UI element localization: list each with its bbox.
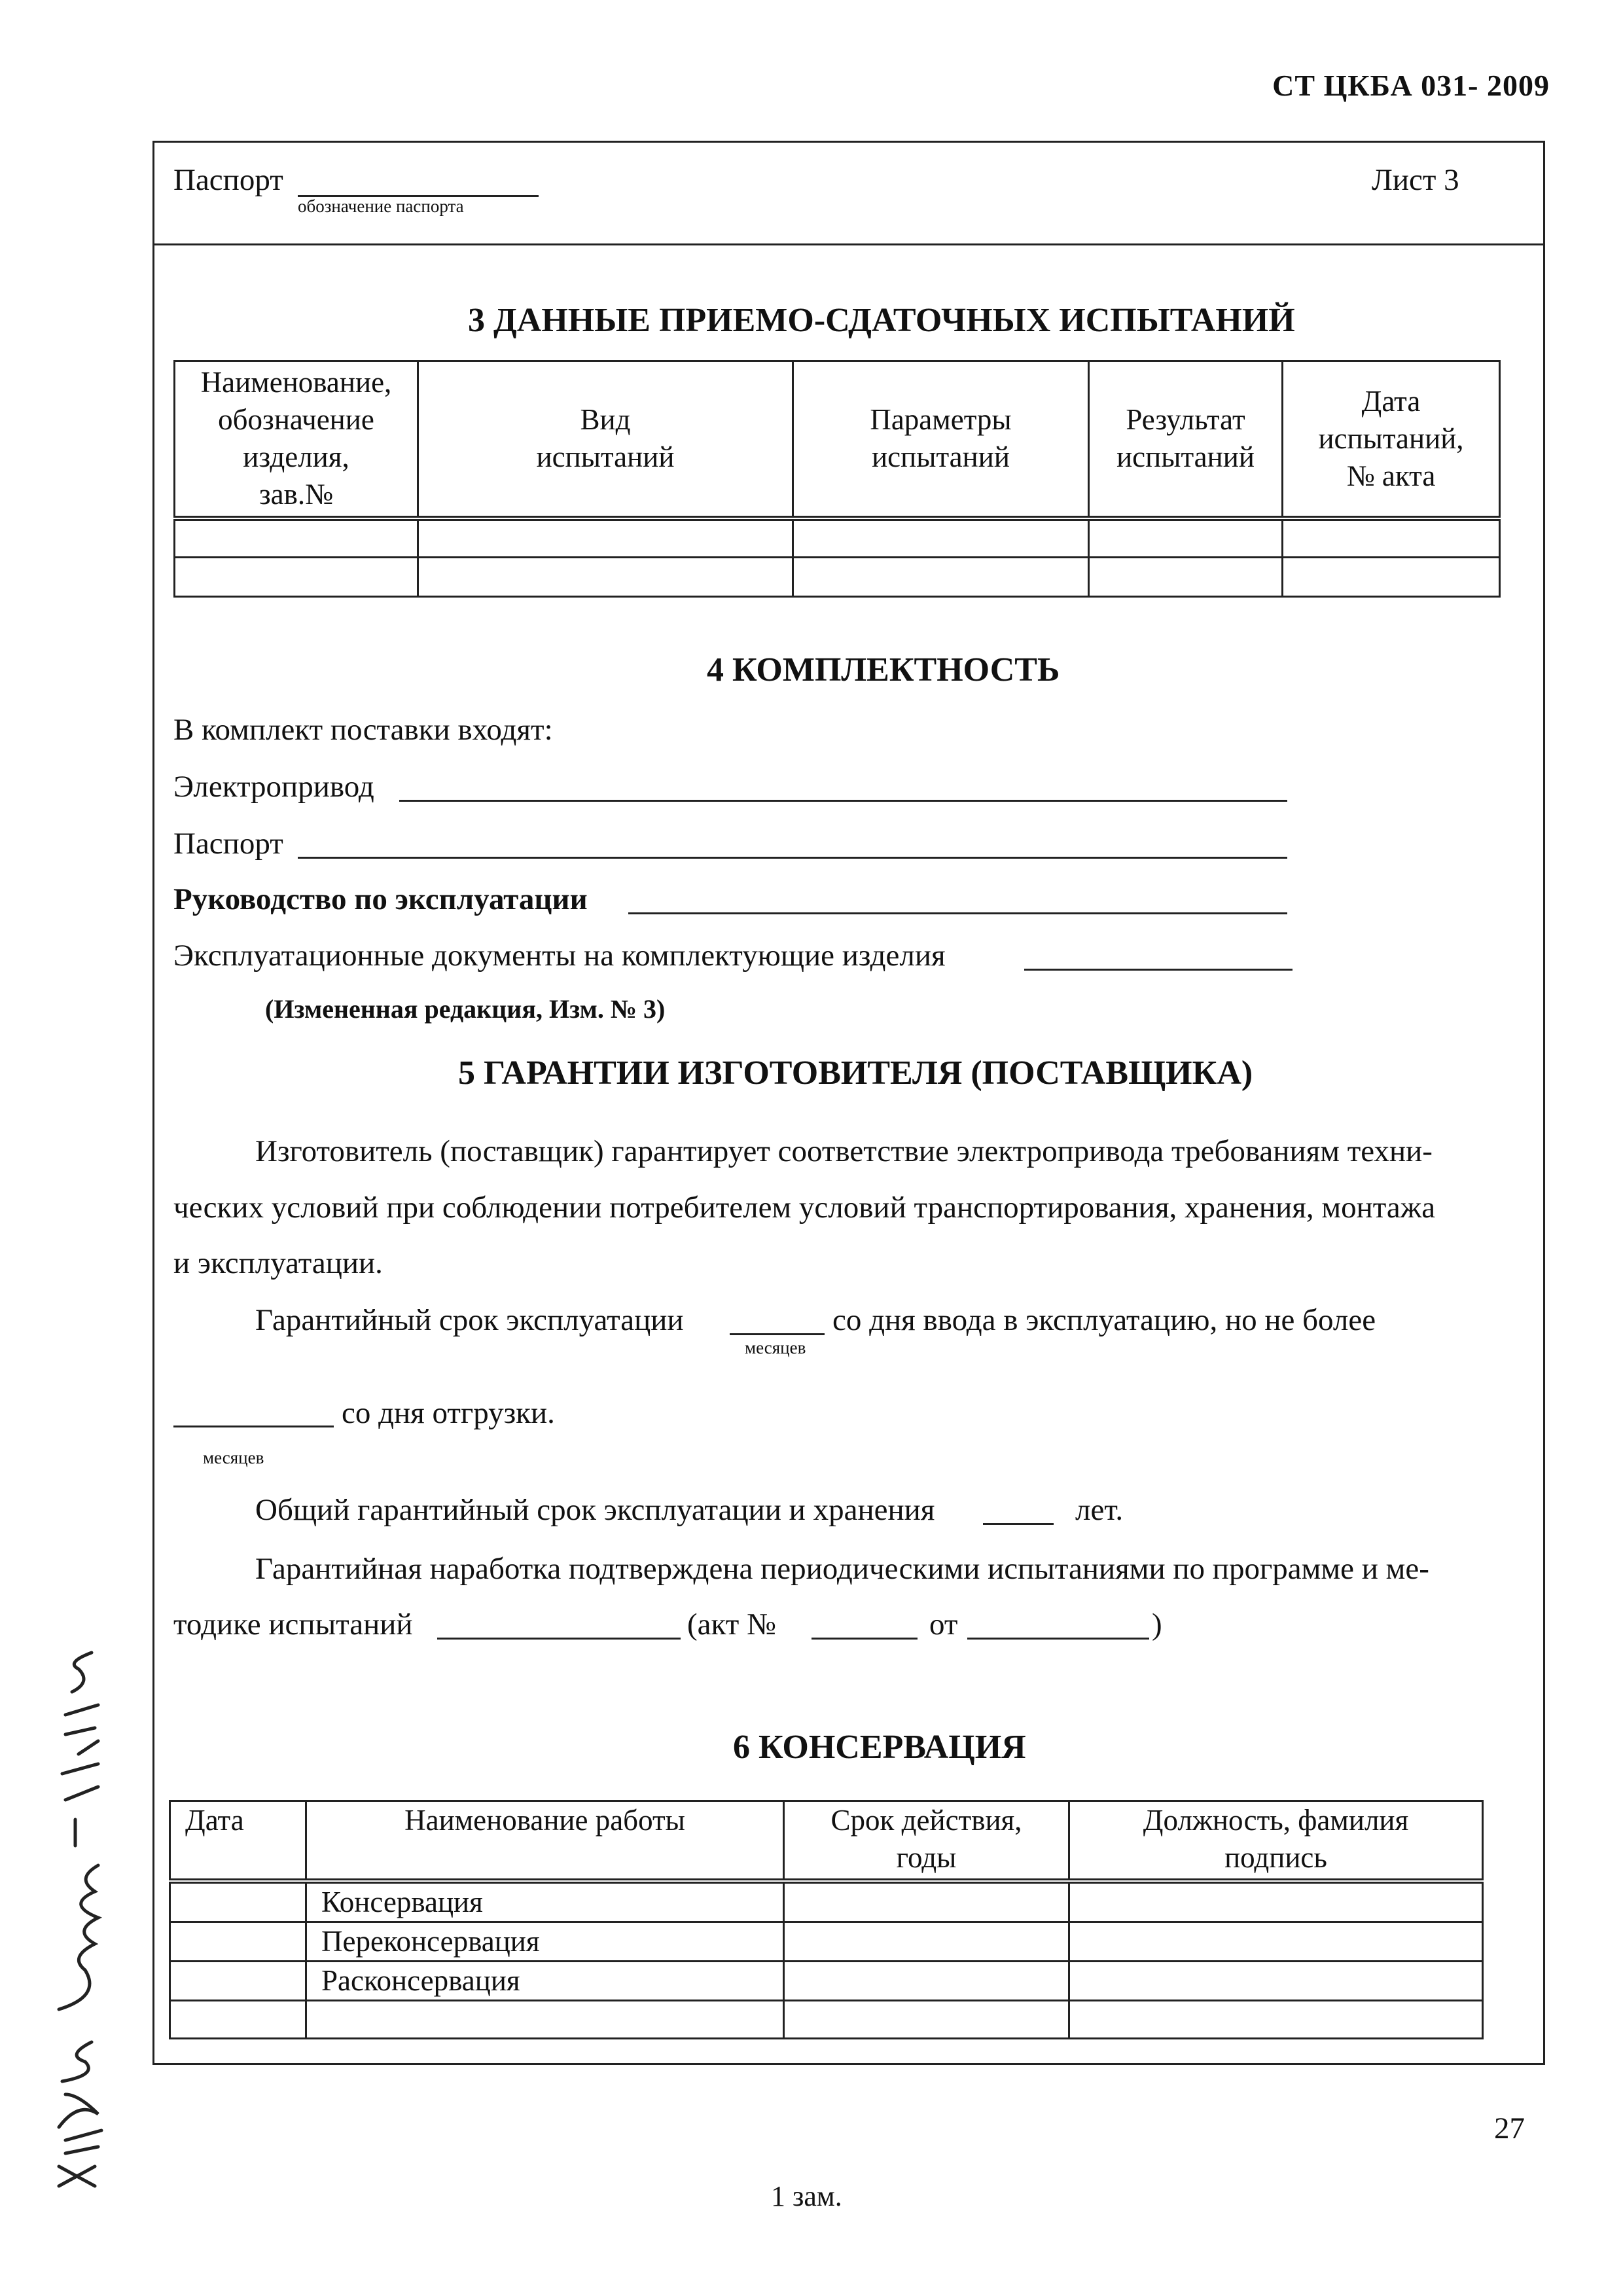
frame-header — [152, 141, 1545, 245]
warranty-paragraph-line2: ческих условий при соблюдении потребителем условий транспортирования, хранения, монтажа — [173, 1191, 1436, 1225]
table-row: Переконсервация — [170, 1922, 1483, 1961]
acceptance-tests-table — [173, 360, 1501, 598]
item-component-docs-line — [1024, 969, 1293, 971]
section4-title: 4 КОМПЛЕКТНОСТЬ — [707, 651, 1060, 689]
item-drive-label: Электропривод — [173, 770, 374, 804]
item-passport-label: Паспорт — [173, 827, 283, 861]
warranty-shipment-text: со дня отгрузки. — [342, 1396, 555, 1430]
shipment-months-caption: месяцев — [203, 1448, 264, 1467]
total-warranty-label: Общий гарантийный срок эксплуатации и хранения — [255, 1493, 935, 1527]
table-row — [175, 558, 1500, 597]
warranty-paragraph-line1: Изготовитель (поставщик) гарантирует соответствие электропривода требованиям техни- — [255, 1134, 1433, 1168]
item-manual-line — [628, 912, 1287, 914]
delivery-intro: В комплект поставки входят: — [173, 713, 553, 747]
table-row — [175, 518, 1500, 558]
change-note: 1 зам. — [771, 2180, 842, 2212]
sheet-number: Лист 3 — [1372, 163, 1459, 197]
section3-title: 3 ДАННЫЕ ПРИЕМО-СДАТОЧНЫХ ИСПЫТАНИЙ — [468, 302, 1295, 339]
standard-code: СТ ЦКБА 031- 2009 — [1272, 69, 1550, 102]
mtbf-line2-start: тодике испытаний — [173, 1607, 413, 1641]
col-header-test-date: Дата испытаний, № акта — [1283, 361, 1500, 518]
col-header-test-type: Вид испытаний — [418, 361, 793, 518]
warranty-months-caption: месяцев — [745, 1338, 806, 1357]
mtbf-line1: Гарантийная наработка подтверждена периодическими испытаниями по программе и ме- — [255, 1552, 1429, 1586]
mtbf-close: ) — [1152, 1607, 1162, 1641]
warranty-paragraph-line3: и эксплуатации. — [173, 1246, 383, 1280]
passport-label: Паспорт — [173, 163, 283, 197]
total-warranty-unit: лет. — [1075, 1493, 1124, 1527]
item-drive-line — [399, 800, 1287, 802]
col-header-position-signature: Должность, фамилия подпись — [1069, 1801, 1483, 1881]
table-row: Консервация — [170, 1881, 1483, 1922]
table-row: Расконсервация — [170, 1961, 1483, 2000]
amendment-note: (Измененная редакция, Изм. № 3) — [265, 994, 666, 1024]
total-warranty-years-line — [983, 1523, 1054, 1525]
col-header-date: Дата — [170, 1801, 306, 1881]
warranty-period-after: со дня ввода в эксплуатацию, но не более — [832, 1303, 1376, 1337]
item-manual-label: Руководство по эксплуатации — [173, 882, 588, 916]
mtbf-act-open: (акт № — [687, 1607, 776, 1641]
preservation-table — [169, 1800, 1484, 2039]
section5-title: 5 ГАРАНТИИ ИЗГОТОВИТЕЛЯ (ПОСТАВЩИКА) — [458, 1054, 1253, 1092]
mtbf-from: от — [929, 1607, 958, 1641]
warranty-months-line — [730, 1333, 825, 1335]
warranty-period-label: Гарантийный срок эксплуатации — [255, 1303, 684, 1337]
col-header-work-name: Наименование работы — [306, 1801, 784, 1881]
col-header-test-parameters: Параметры испытаний — [793, 361, 1089, 518]
shipment-months-line — [173, 1426, 334, 1427]
passport-designation-caption: обозначение паспорта — [298, 196, 464, 216]
page-number: 27 — [1494, 2111, 1525, 2145]
col-header-validity: Срок действия, годы — [784, 1801, 1069, 1881]
section6-title: 6 КОНСЕРВАЦИЯ — [733, 1729, 1026, 1766]
col-header-product: Наименование, обозначение изделия, зав.№ — [175, 361, 418, 518]
test-method-line — [437, 1638, 681, 1640]
handwritten-margin-note — [39, 1643, 111, 2193]
col-header-test-result: Результат испытаний — [1089, 361, 1283, 518]
table-row — [170, 2000, 1483, 2038]
act-number-line — [812, 1638, 918, 1640]
item-component-docs-label: Эксплуатационные документы на комплектующие изделия — [173, 939, 946, 973]
act-date-line — [967, 1638, 1149, 1640]
item-passport-line — [298, 857, 1287, 859]
signature-icon — [39, 1643, 111, 2193]
